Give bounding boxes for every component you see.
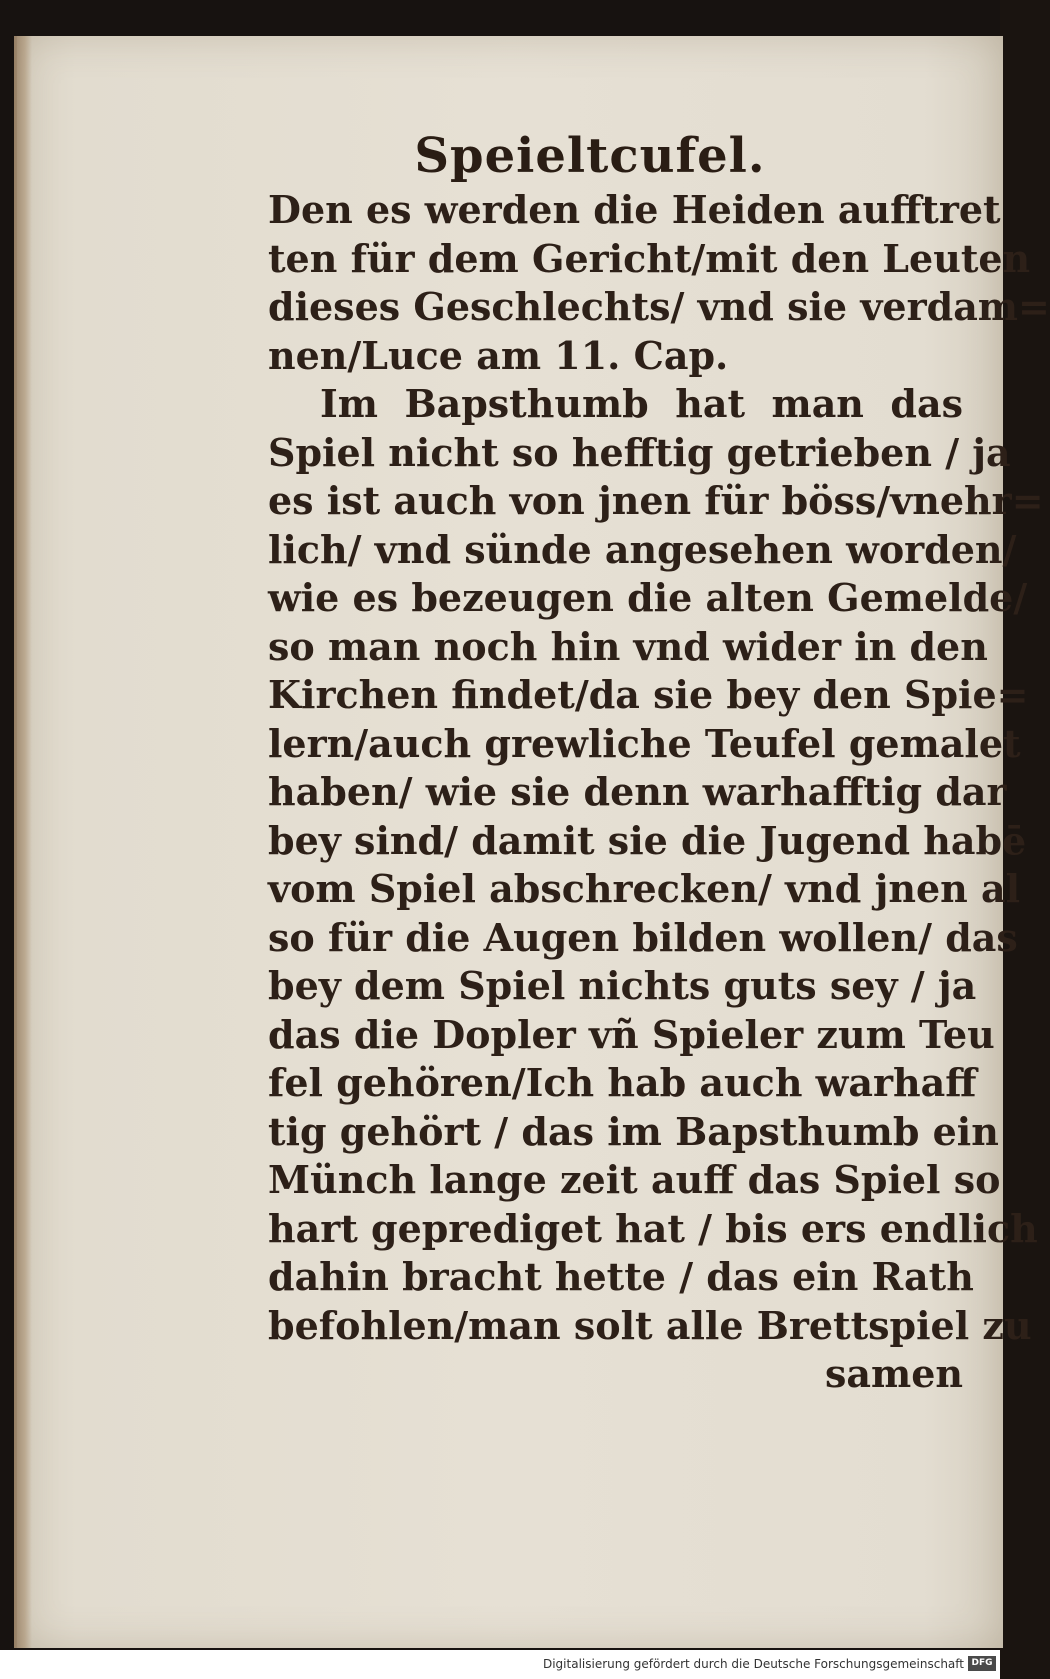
text-line: so man noch hin vnd wider in den: [268, 623, 988, 669]
dfg-logo-badge: DFG: [968, 1656, 996, 1671]
text-line: es ist auch von jnen für böss/vnehr=: [268, 478, 1044, 523]
text-line: Den es werden die Heiden aufftret: [268, 187, 1001, 232]
text-line: so für die Augen bilden wollen/ das: [268, 914, 1018, 960]
text-line: ten für dem Gericht/mit den Leuten: [268, 235, 1031, 281]
catchword: samen: [824, 1351, 963, 1396]
text-line: haben/ wie sie denn warhafftig dar: [268, 769, 1007, 814]
text-line: das die Dopler vñ Spieler zum Teu: [268, 1011, 995, 1057]
text-line: Im Bapsthumb hat man das: [320, 381, 963, 426]
digitization-credit: Digitalisierung gefördert durch die Deutsche Forschungsgemeinschaft: [542, 1657, 964, 1671]
text-line: wie es bezeugen die alten Gemelde/: [268, 575, 1028, 620]
text-line: befohlen/man solt alle Brettspiel zu: [268, 1302, 1032, 1348]
text-line: bey sind/ damit sie die Jugend habē: [268, 817, 1027, 863]
text-line: vom Spiel abschrecken/ vnd jnen al: [268, 866, 1021, 911]
text-line: hart geprediget hat / bis ers endlich: [268, 1205, 1038, 1251]
text-line: lich/ vnd sünde angesehen worden/: [268, 526, 1017, 572]
text-line: fel gehören/Ich hab auch warhaff: [268, 1060, 977, 1105]
page-text-block: [268, 186, 1050, 1399]
text-line: lern/auch grewliche Teufel gemalet: [268, 720, 1021, 766]
text-line: Münch lange zeit auff das Spiel so: [268, 1157, 1001, 1202]
text-line: tig gehört / das im Bapsthumb ein: [268, 1108, 999, 1154]
text-line: Kirchen findet/da sie bey den Spie=: [268, 672, 1029, 717]
running-head: Speieltcufel.: [414, 128, 766, 184]
text-line: Spiel nicht so hefftig getrieben / ja: [268, 429, 1011, 475]
text-line: bey dem Spiel nichts guts sey / ja: [268, 963, 977, 1008]
text-line: nen/Luce am 11. Cap.: [268, 332, 729, 378]
page-gutter-shadow: [14, 36, 32, 1648]
text-line: dahin bracht hette / das ein Rath: [268, 1254, 974, 1299]
text-line: dieses Geschlechts/ vnd sie verdam=: [268, 284, 1050, 329]
